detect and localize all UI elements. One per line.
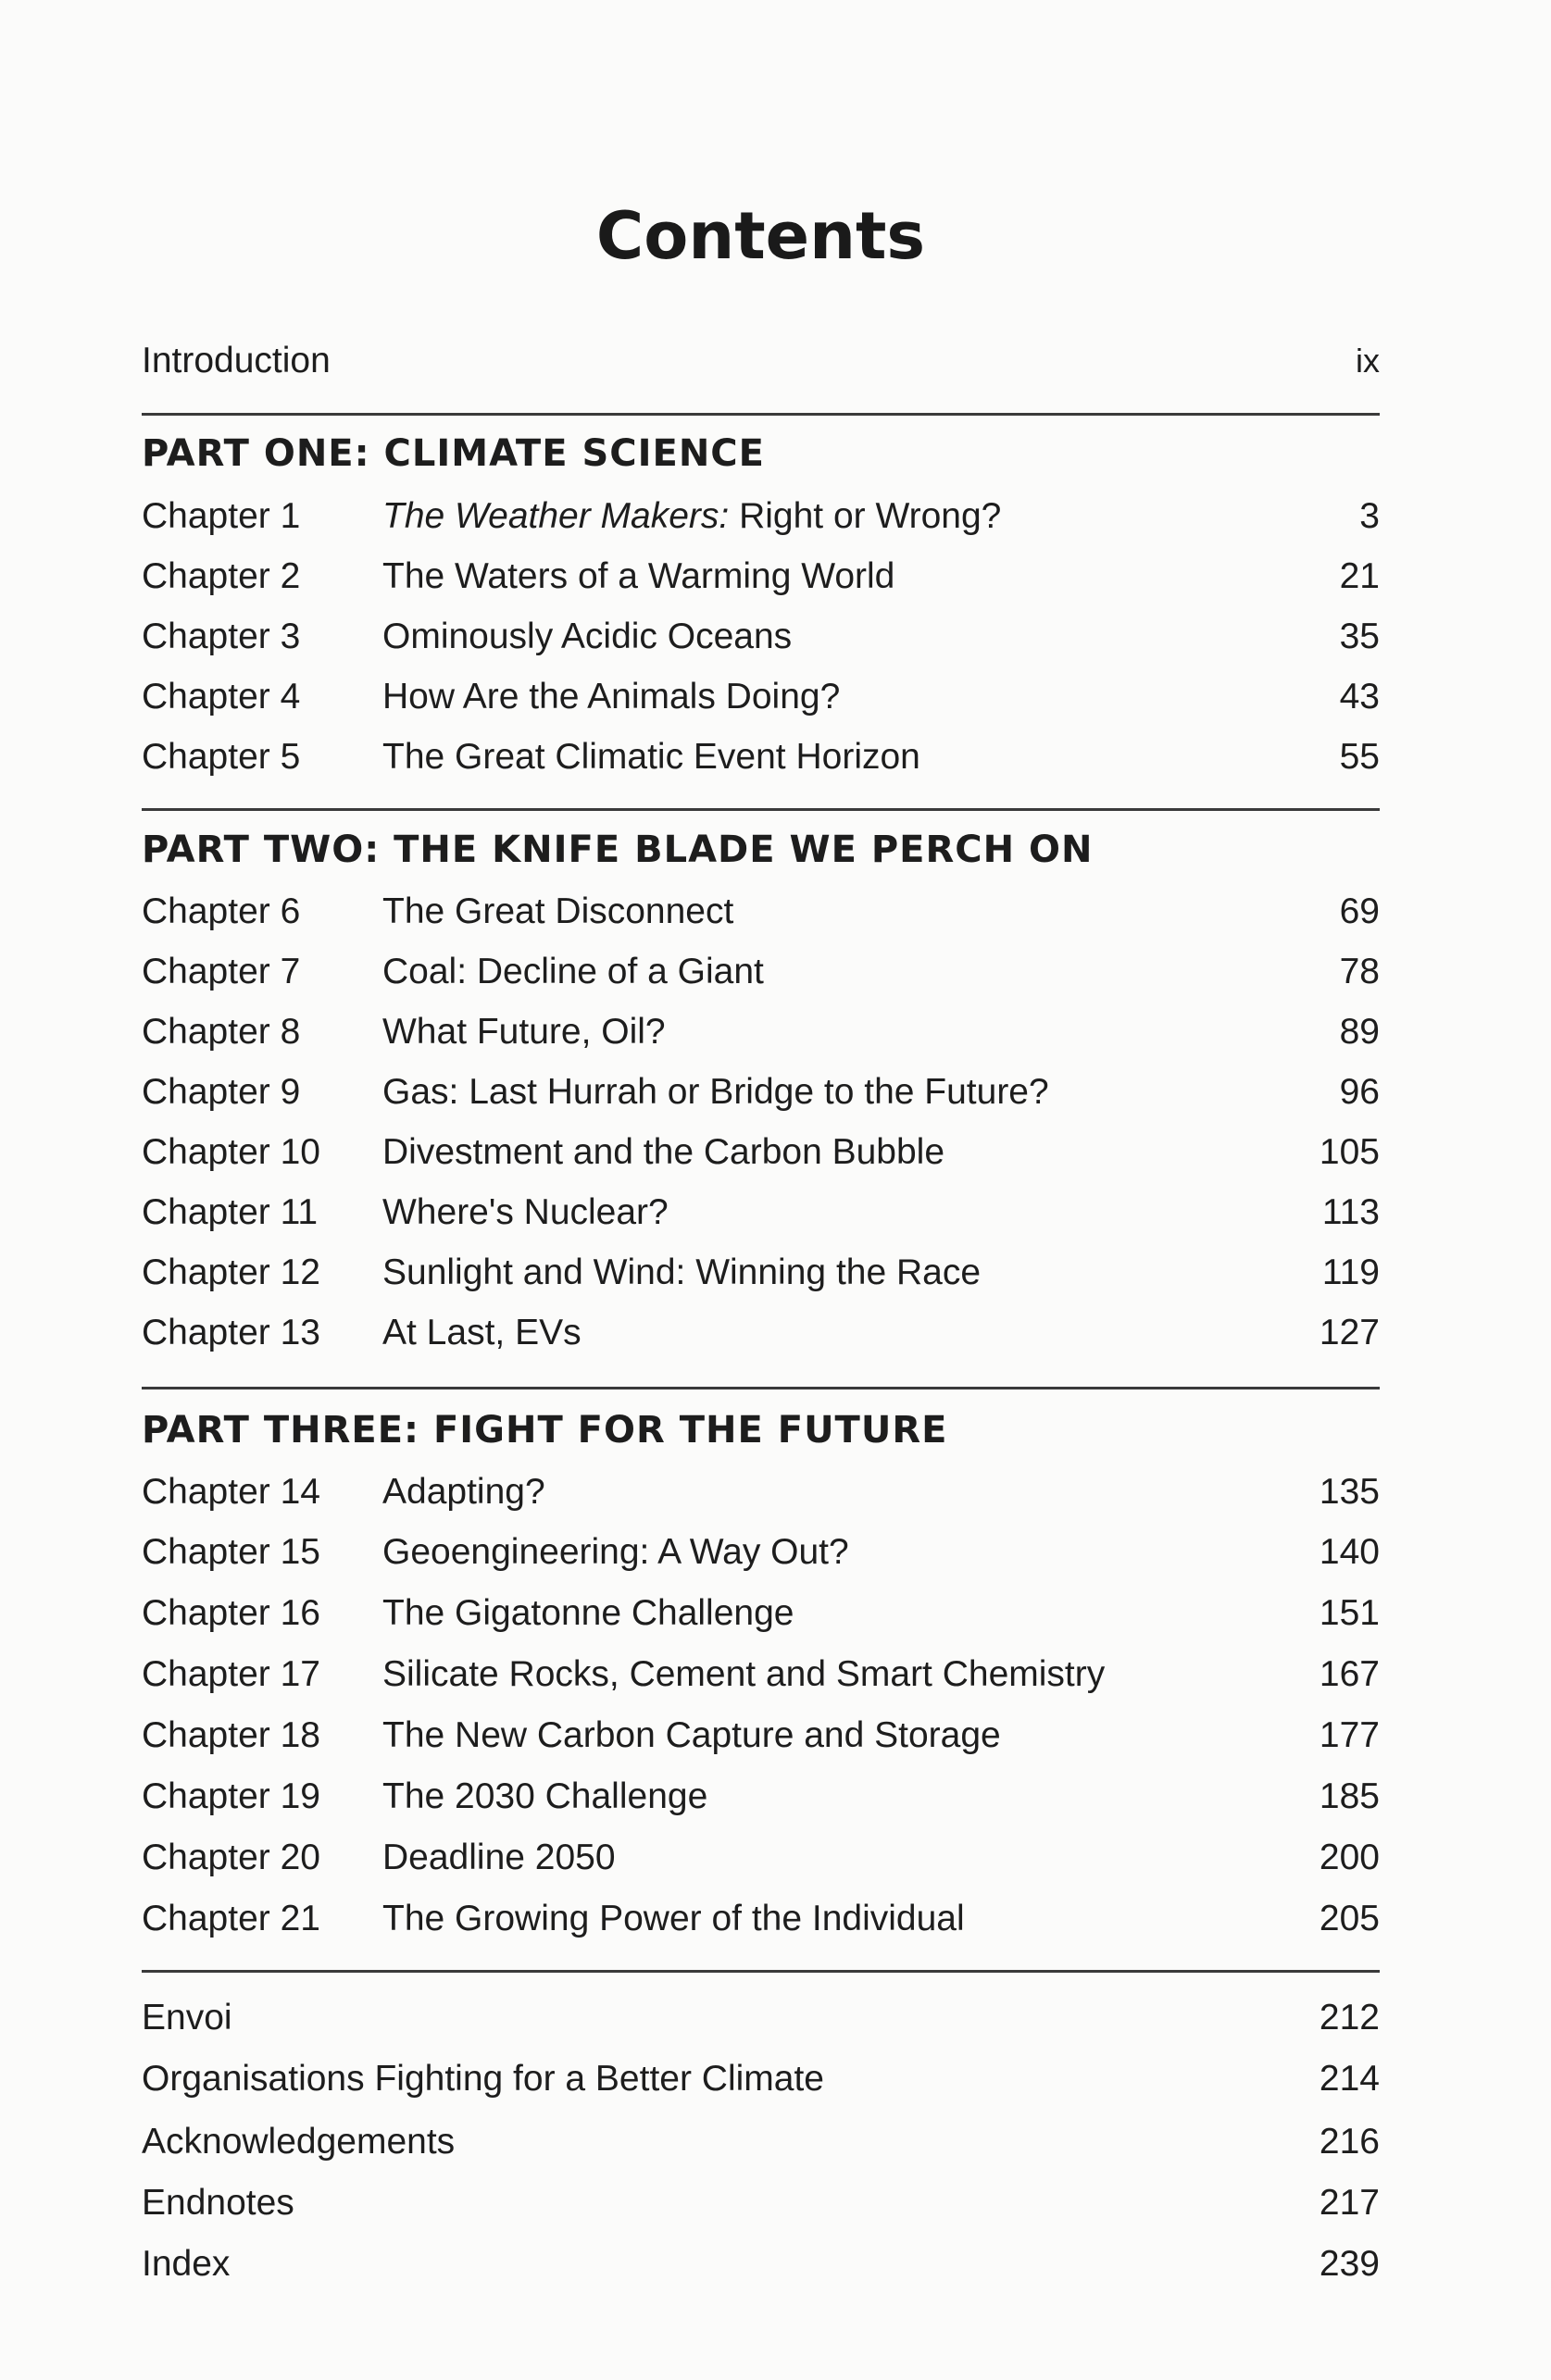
chapter-page-number: 135 <box>1319 1472 1380 1512</box>
chapter-title: The 2030 Challenge <box>382 1776 708 1816</box>
toc-entry-chapter[interactable] <box>142 1647 1380 1702</box>
toc-entry-chapter[interactable] <box>142 1586 1380 1641</box>
entry-page-number: 239 <box>1319 2244 1380 2284</box>
toc-entry-chapter[interactable] <box>142 944 1380 1000</box>
toc-entry-chapter[interactable] <box>142 669 1380 725</box>
chapter-label: Chapter 16 <box>142 1593 320 1633</box>
toc-entry-back-matter[interactable] <box>142 2114 1380 2170</box>
chapter-title: The Gigatonne Challenge <box>382 1593 794 1633</box>
chapter-label: Chapter 18 <box>142 1715 320 1755</box>
chapter-label: Chapter 11 <box>142 1192 319 1232</box>
chapter-title: Silicate Rocks, Cement and Smart Chemistry <box>382 1654 1106 1694</box>
chapter-title: The New Carbon Capture and Storage <box>382 1715 1001 1755</box>
chapter-page-number: 35 <box>1339 617 1380 656</box>
chapter-label: Chapter 15 <box>142 1532 320 1572</box>
chapter-label: Chapter 6 <box>142 891 301 931</box>
toc-entry-chapter[interactable] <box>142 1305 1380 1361</box>
part-heading: PART ONE: CLIMATE SCIENCE <box>142 432 765 475</box>
chapter-page-number: 55 <box>1339 737 1380 777</box>
chapter-label: Chapter 5 <box>142 737 301 777</box>
chapter-label: Chapter 9 <box>142 1072 301 1112</box>
chapter-title: The Waters of a Warming World <box>382 556 895 596</box>
chapter-title-italic: The Weather Makers: <box>382 496 730 536</box>
chapter-label: Chapter 3 <box>142 617 301 656</box>
entry-label: Index <box>142 2244 231 2284</box>
chapter-page-number: 140 <box>1319 1532 1380 1572</box>
entry-page-number: 214 <box>1319 2059 1380 2099</box>
chapter-title: The Growing Power of the Individual <box>382 1899 965 1938</box>
chapter-label: Chapter 14 <box>142 1472 320 1512</box>
section-divider <box>142 413 1380 416</box>
chapter-label: Chapter 10 <box>142 1132 320 1172</box>
chapter-page-number: 151 <box>1319 1593 1380 1633</box>
chapter-title: Gas: Last Hurrah or Bridge to the Future? <box>382 1072 1049 1112</box>
chapter-label: Chapter 17 <box>142 1654 320 1694</box>
toc-entry-chapter[interactable] <box>142 729 1380 785</box>
toc-entry-chapter[interactable] <box>142 489 1380 544</box>
section-divider <box>142 808 1380 811</box>
chapter-page-number: 43 <box>1339 677 1380 716</box>
chapter-page-number: 119 <box>1321 1252 1380 1292</box>
chapter-page-number: 3 <box>1359 496 1380 536</box>
entry-label: Envoi <box>142 1998 232 2037</box>
part-heading: PART TWO: THE KNIFE BLADE WE PERCH ON <box>142 829 1094 871</box>
entry-page-number: 216 <box>1319 2122 1380 2162</box>
chapter-label: Chapter 12 <box>142 1252 320 1292</box>
chapter-title: Where's Nuclear? <box>382 1192 669 1232</box>
chapter-title: Coal: Decline of a Giant <box>382 952 764 991</box>
chapter-label: Chapter 19 <box>142 1776 320 1816</box>
toc-entry-chapter[interactable] <box>142 1065 1380 1120</box>
entry-label: Endnotes <box>142 2183 294 2223</box>
toc-entry-back-matter[interactable] <box>142 1990 1380 2046</box>
chapter-page-number: 69 <box>1339 891 1380 931</box>
chapter-title: Sunlight and Wind: Winning the Race <box>382 1252 982 1292</box>
chapter-label: Chapter 4 <box>142 677 301 716</box>
chapter-label: Chapter 13 <box>142 1313 320 1352</box>
chapter-label: Chapter 8 <box>142 1012 301 1052</box>
chapter-title <box>382 489 1001 544</box>
chapter-page-number: 185 <box>1319 1776 1380 1816</box>
toc-entry-chapter[interactable] <box>142 609 1380 665</box>
toc-entry-chapter[interactable] <box>142 884 1380 940</box>
chapter-title: Adapting? <box>382 1472 545 1512</box>
toc-entry-chapter[interactable] <box>142 1708 1380 1763</box>
part-heading: PART THREE: FIGHT FOR THE FUTURE <box>142 1409 948 1452</box>
chapter-page-number: 89 <box>1339 1012 1380 1052</box>
page-title: Contents <box>595 198 926 274</box>
chapter-title: How Are the Animals Doing? <box>382 677 841 716</box>
chapter-page-number: 167 <box>1319 1654 1380 1694</box>
entry-page-number: 212 <box>1319 1998 1380 2037</box>
chapter-page-number: 127 <box>1319 1313 1380 1352</box>
chapter-page-number: 96 <box>1339 1072 1380 1112</box>
toc-entry-chapter[interactable] <box>142 1004 1380 1060</box>
chapter-label: Chapter 1 <box>142 496 301 536</box>
toc-entry-chapter[interactable] <box>142 1245 1380 1301</box>
toc-entry-back-matter[interactable] <box>142 2175 1380 2231</box>
chapter-page-number: 78 <box>1339 952 1380 991</box>
toc-entry-chapter[interactable] <box>142 549 1380 604</box>
section-divider <box>142 1387 1380 1389</box>
chapter-title: What Future, Oil? <box>382 1012 666 1052</box>
chapter-title: Divestment and the Carbon Bubble <box>382 1132 945 1172</box>
chapter-page-number: 205 <box>1319 1899 1380 1938</box>
toc-entry-back-matter[interactable] <box>142 2051 1380 2107</box>
toc-entry-introduction[interactable] <box>142 333 1380 389</box>
entry-label: Acknowledgements <box>142 2122 456 2162</box>
toc-entry-back-matter[interactable] <box>142 2237 1380 2292</box>
toc-entry-chapter[interactable] <box>142 1891 1380 1947</box>
chapter-page-number: 177 <box>1319 1715 1380 1755</box>
toc-entry-chapter[interactable] <box>142 1125 1380 1180</box>
chapter-title: The Great Disconnect <box>382 891 734 931</box>
chapter-page-number: 21 <box>1339 556 1380 596</box>
chapter-label: Chapter 2 <box>142 556 301 596</box>
chapter-title: Deadline 2050 <box>382 1838 616 1877</box>
chapter-label: Chapter 20 <box>142 1838 320 1877</box>
chapter-page-number: 113 <box>1321 1192 1380 1232</box>
toc-entry-chapter[interactable] <box>142 1769 1380 1825</box>
chapter-title: The Great Climatic Event Horizon <box>382 737 920 777</box>
chapter-label: Chapter 7 <box>142 952 301 991</box>
toc-entry-chapter[interactable] <box>142 1525 1380 1580</box>
chapter-page-number: 200 <box>1319 1838 1380 1877</box>
chapter-title: At Last, EVs <box>382 1313 582 1352</box>
entry-page-number: ix <box>1356 342 1380 380</box>
entry-label: Organisations Fighting for a Better Climate <box>142 2059 825 2099</box>
toc-entry-chapter[interactable] <box>142 1464 1380 1520</box>
section-divider <box>142 1970 1380 1973</box>
toc-entry-chapter[interactable] <box>142 1185 1380 1240</box>
chapter-title: Geoengineering: A Way Out? <box>382 1532 849 1572</box>
entry-page-number: 217 <box>1319 2183 1380 2223</box>
chapter-label: Chapter 21 <box>142 1899 320 1938</box>
chapter-title-rest: Right or Wrong? <box>729 496 1002 536</box>
entry-label: Introduction <box>142 341 331 380</box>
toc-entry-chapter[interactable] <box>142 1830 1380 1886</box>
chapter-title: Ominously Acidic Oceans <box>382 617 793 656</box>
chapter-page-number: 105 <box>1319 1132 1380 1172</box>
